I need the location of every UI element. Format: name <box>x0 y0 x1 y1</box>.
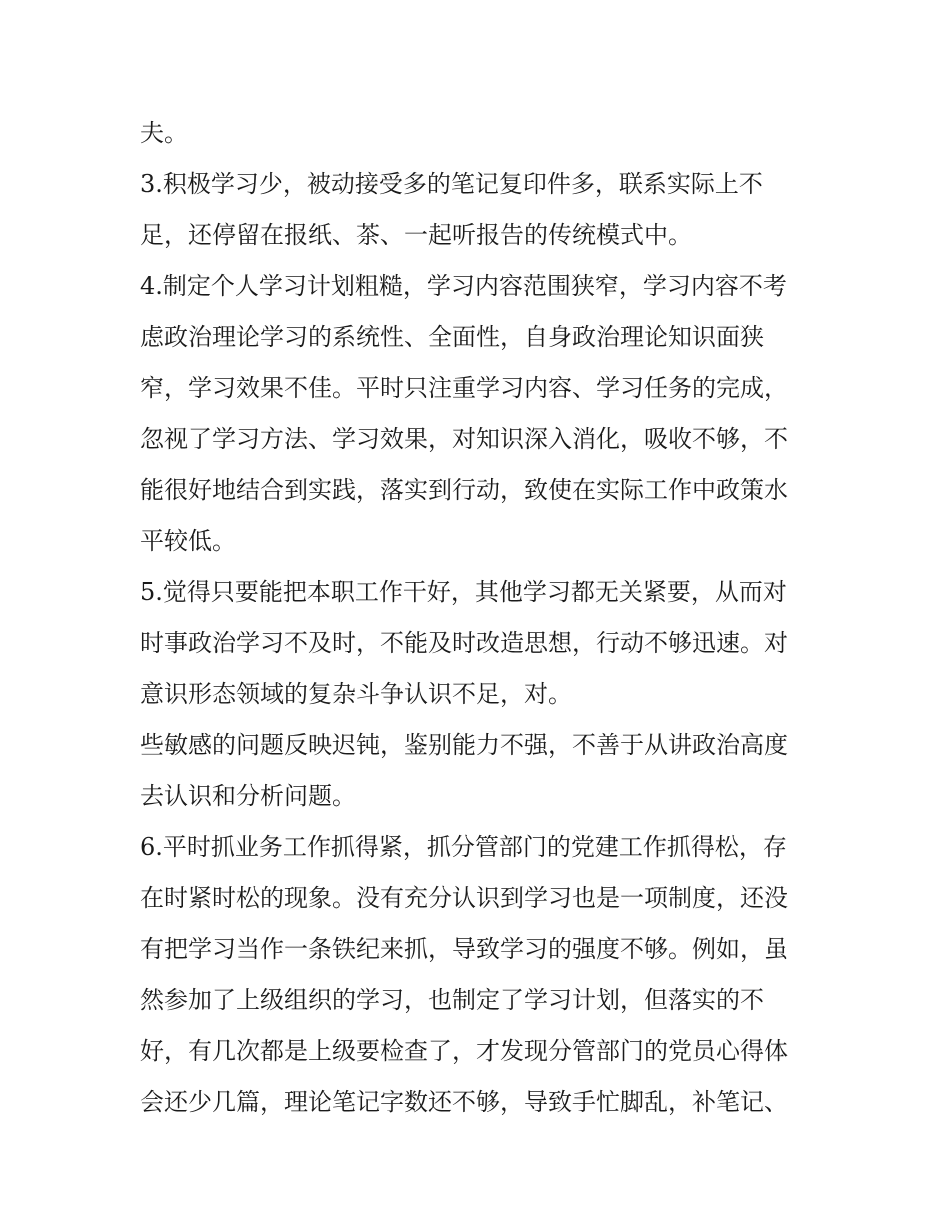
text-line: 忽视了学习方法、学习效果，对知识深入消化，吸收不够，不 <box>140 425 788 453</box>
text-line: 时事政治学习不及时，不能及时改造思想，行动不够迅速。对 <box>140 629 788 657</box>
text-line: 平较低。 <box>140 527 236 555</box>
text-line: 去认识和分析问题。 <box>140 782 356 810</box>
text-line: 能很好地结合到实践，落实到行动，致使在实际工作中政策水 <box>140 476 788 504</box>
text-line: 窄，学习效果不佳。平时只注重学习内容、学习任务的完成， <box>140 374 788 402</box>
text-line: 3.积极学习少，被动接受多的笔记复印件多，联系实际上不 <box>140 170 763 198</box>
text-line: 在时紧时松的现象。没有充分认识到学习也是一项制度，还没 <box>140 884 788 912</box>
text-line: 6.平时抓业务工作抓得紧，抓分管部门的党建工作抓得松，存 <box>140 833 787 861</box>
text-line: 意识形态领域的复杂斗争认识不足，对。 <box>140 680 572 708</box>
text-line: 足，还停留在报纸、茶、一起听报告的传统模式中。 <box>140 221 692 249</box>
text-line: 4.制定个人学习计划粗糙，学习内容范围狭窄，学习内容不考 <box>140 272 787 300</box>
text-line: 好，有几次都是上级要检查了，才发现分管部门的党员心得体 <box>140 1037 788 1065</box>
text-line: 些敏感的问题反映迟钝，鉴别能力不强，不善于从讲政治高度 <box>140 731 788 759</box>
text-line: 夫。 <box>140 119 188 147</box>
document-body <box>140 108 820 1128</box>
text-line: 虑政治理论学习的系统性、全面性，自身政治理论知识面狭 <box>140 323 764 351</box>
text-line: 然参加了上级组织的学习，也制定了学习计划，但落实的不 <box>140 986 764 1014</box>
text-line: 会还少几篇，理论笔记字数还不够，导致手忙脚乱，补笔记、 <box>140 1088 788 1116</box>
text-line: 有把学习当作一条铁纪来抓，导致学习的强度不够。例如，虽 <box>140 935 788 963</box>
text-line: 5.觉得只要能把本职工作干好，其他学习都无关紧要，从而对 <box>140 578 787 606</box>
